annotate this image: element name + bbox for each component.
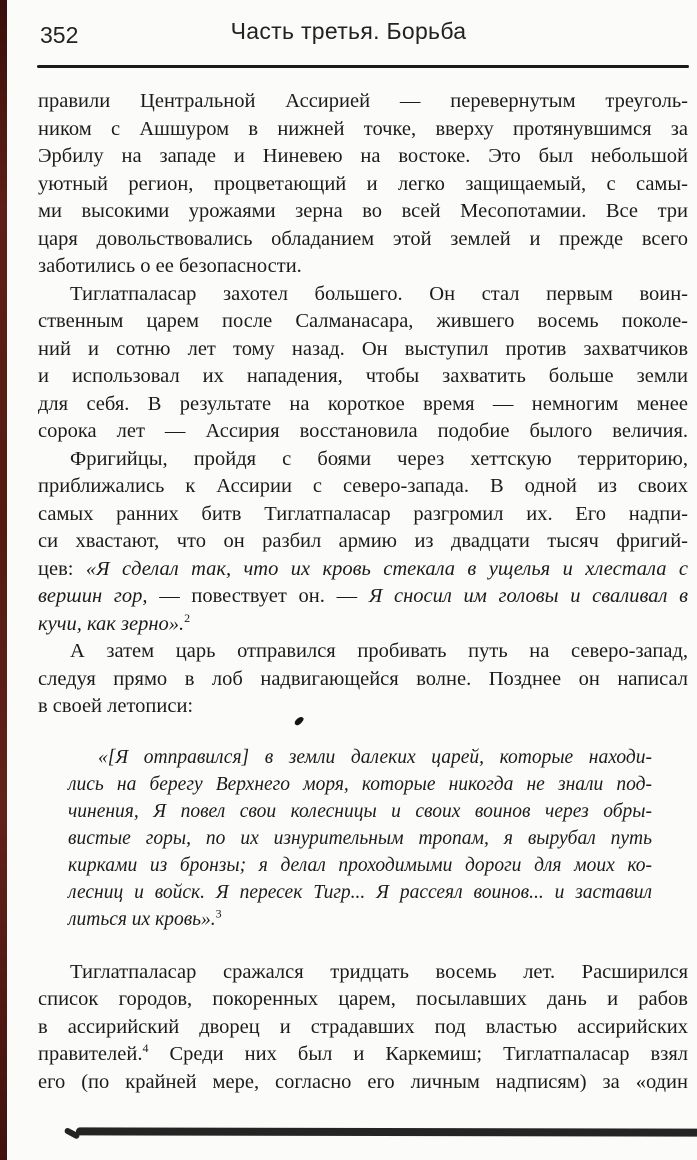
paragraph xyxy=(38,638,688,721)
running-head: Часть третья. Борьба xyxy=(230,18,467,44)
text-line: чинения, Я повел свои колесницы и своих воинов через обры- xyxy=(68,800,652,822)
text-line: вистые горы, по их изнурительным тропам, я вырубал путь xyxy=(68,827,652,849)
text-line: Эрбилу на западе и Ниневею на востоке. Это был небольшой xyxy=(38,145,688,167)
text-line: Фригийцы, пройдя с боями через хеттскую территорию, xyxy=(70,447,688,470)
header-rule xyxy=(37,65,689,68)
paragraph xyxy=(38,88,688,281)
text-line: лись на берегу Верхнего моря, которые никогда не знали под- xyxy=(68,773,652,795)
text-line: цев: «Я сделал так, что их кровь стекала в ущелья и хлестала с xyxy=(38,557,688,580)
paragraph xyxy=(38,446,688,639)
text-line: правили Центральной Ассирией — перевернутым треуголь- xyxy=(38,90,688,112)
page-number: 352 xyxy=(40,22,79,48)
text-line: для себя. В результате на короткое время — немногим менее xyxy=(38,392,688,415)
text-line: в своей летописи: xyxy=(38,695,194,717)
text-line: царя довольствовались обладанием этой землей и прежде всего xyxy=(38,227,688,250)
text-line: ником с Ашшуром в нижней точке, вверху протянувшимся за xyxy=(38,117,688,140)
paragraph xyxy=(38,959,688,1097)
text-line: и использовал их нападения, чтобы захватить больше земли xyxy=(38,365,688,387)
text-line: кирками из бронзы; я делал проходимыми дороги для моих ко- xyxy=(68,854,652,876)
paragraph xyxy=(38,281,688,446)
text-line: Тиглатпаласар захотел большего. Он стал первым воин- xyxy=(70,282,688,305)
text-line: список городов, покоренных царем, посылавших дань и рабов xyxy=(38,988,688,1010)
text-line: следуя прямо в лоб надвигающейся волне. Позднее он написал xyxy=(38,667,688,690)
text-line: Тиглатпаласар сражался тридцать восемь лет. Расширился xyxy=(70,960,688,983)
block-quote xyxy=(68,744,652,933)
text-block xyxy=(38,88,688,1096)
text-line: ми высокими урожаями зерна во всей Месопотамии. Все три xyxy=(38,200,688,222)
footnote-marker: 4 xyxy=(142,1041,149,1056)
text-line: сорока лет — Ассирия восстановила подобие былого величия. xyxy=(38,420,688,442)
text-line: самых ранних битв Тиглатпаласар разгромил их. Его надпи- xyxy=(38,502,688,525)
text-line: его (по крайней мере, согласно его личным надписям) за «один xyxy=(38,1070,688,1093)
text-line: «[Я отправился] в земли далеких царей, которые находи- xyxy=(98,746,652,768)
text-line: приближались к Ассирии с северо-запада. В одной из своих xyxy=(38,475,688,497)
page-header xyxy=(0,18,697,52)
text-line: правителей.$^4$ Среди них был и Каркемиш; Тиглатпаласар взял xyxy=(38,1041,688,1065)
text-line: в ассирийский дворец и страдавших под властью ассирийских xyxy=(38,1015,688,1038)
scan-edge-bottom xyxy=(76,1127,697,1136)
text-line: заботились о ее безопасности. xyxy=(38,255,302,277)
footnote-marker: 2 xyxy=(184,610,191,625)
text-line: вершин гор, — повествует он. — Я сносил им головы и сваливал в xyxy=(38,585,689,607)
text-line: лесниц и войск. Я пересек Тигр... Я рассеял воинов... и заставил xyxy=(68,881,652,903)
text-line: уютный регион, процветающий и легко защищаемый, с самы- xyxy=(38,172,688,195)
text-line: А затем царь отправился пробивать путь на северо-запад, xyxy=(70,640,688,662)
scan-edge-left xyxy=(0,0,7,1160)
text-line: ний и сотню лет тому назад. Он выступил против захватчиков xyxy=(38,337,688,360)
text-line: си хвастают, что он разбил армию из двадцати тысяч фригий- xyxy=(38,530,688,552)
text-line: кучи, как зерно».$^2$ xyxy=(38,610,191,635)
text-line: ственным царем после Салманасара, жившего восемь поколе- xyxy=(38,310,688,332)
footnote-marker: 3 xyxy=(215,906,222,920)
text-line: литься их кровь».$^3$ xyxy=(68,906,222,930)
